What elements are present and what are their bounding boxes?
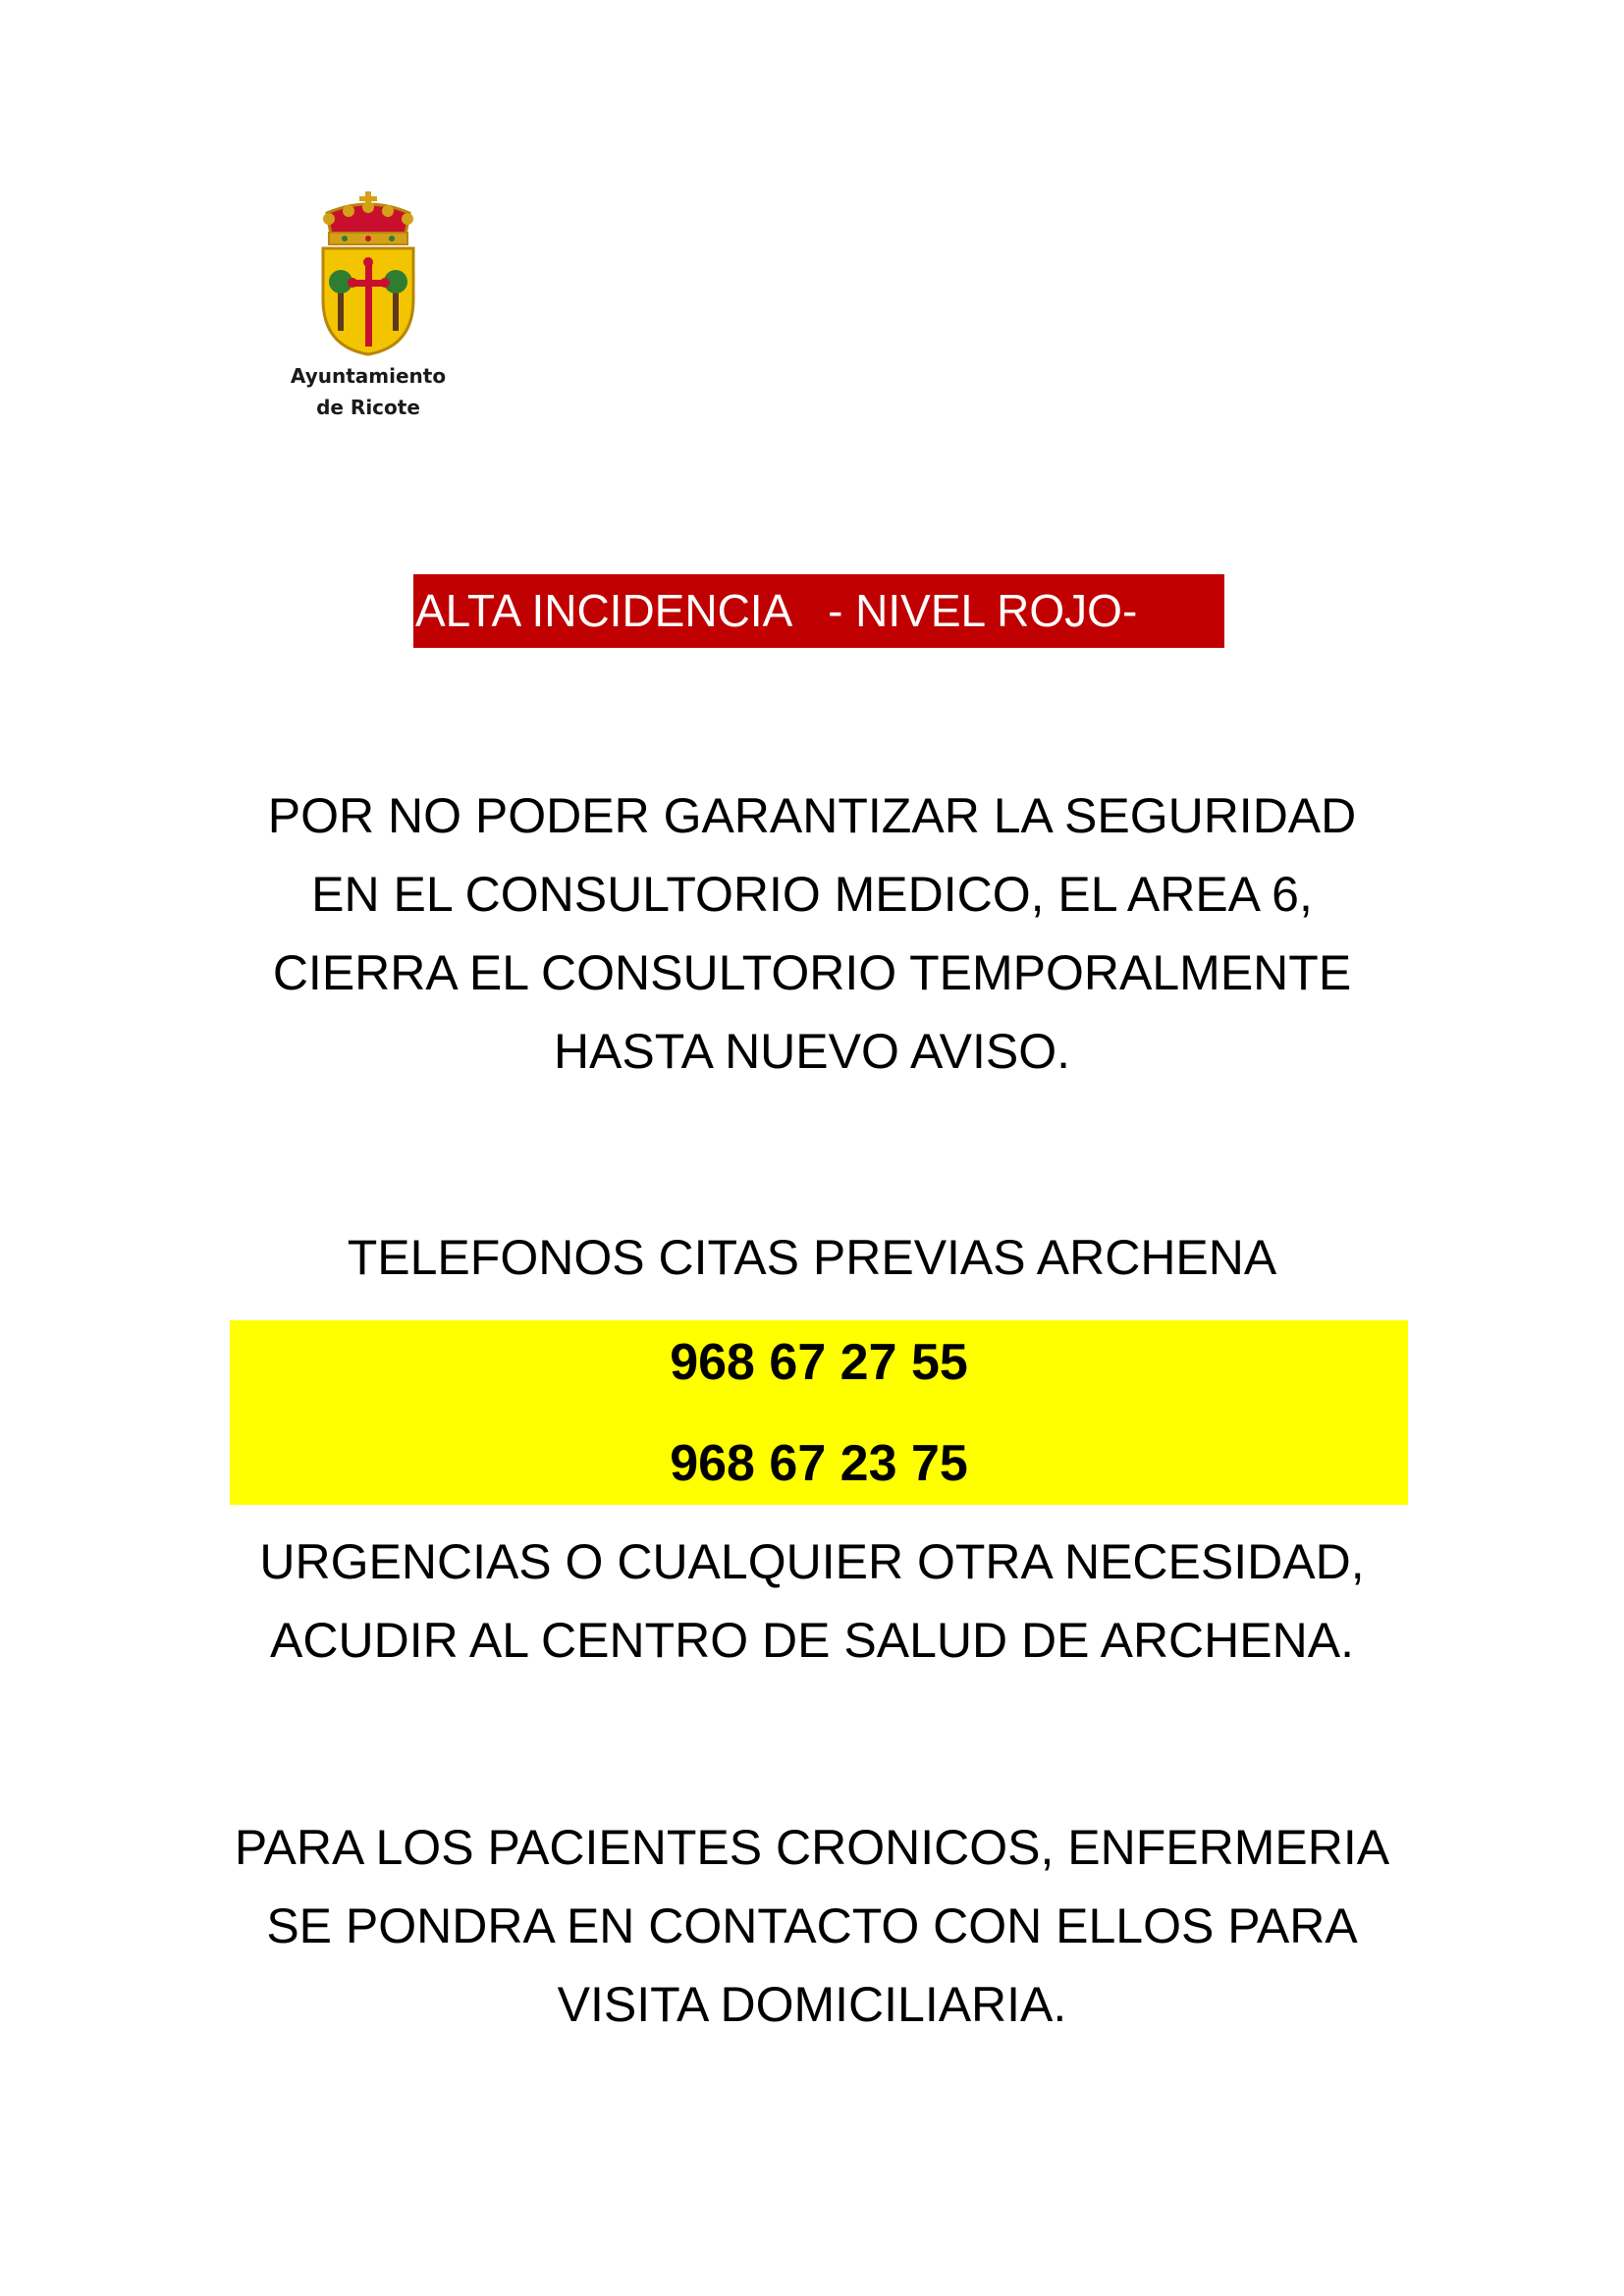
coat-of-arms-icon <box>309 191 427 358</box>
urgent-info <box>0 1522 1624 1680</box>
appointments-heading: TELEFONOS CITAS PREVIAS ARCHENA <box>347 1230 1277 1285</box>
notice-line: POR NO PODER GARANTIZAR LA SEGURIDAD <box>267 788 1357 843</box>
phone-number-1: 968 67 27 55 <box>670 1334 968 1391</box>
organization-name <box>265 360 471 423</box>
notice-line: EN EL CONSULTORIO MEDICO, EL AREA 6, <box>311 867 1313 922</box>
urgent-line: URGENCIAS O CUALQUIER OTRA NECESIDAD, <box>259 1534 1365 1589</box>
chronic-line: VISITA DOMICILIARIA. <box>557 1977 1067 2032</box>
municipal-logo <box>265 191 471 427</box>
organization-name-line2: de Ricote <box>316 396 420 419</box>
urgent-line: ACUDIR AL CENTRO DE SALUD DE ARCHENA. <box>270 1613 1354 1668</box>
phone-number-2: 968 67 23 75 <box>670 1435 968 1492</box>
closure-notice <box>0 776 1624 1091</box>
notice-line: HASTA NUEVO AVISO. <box>553 1024 1071 1079</box>
alert-level-banner: ALTA INCIDENCIA - NIVEL ROJO- <box>413 574 1224 648</box>
chronic-patients-info <box>0 1808 1624 2044</box>
phone-numbers-highlight <box>230 1320 1408 1505</box>
notice-line: CIERRA EL CONSULTORIO TEMPORALMENTE <box>272 945 1352 1000</box>
chronic-line: SE PONDRA EN CONTACTO CON ELLOS PARA <box>266 1898 1358 1953</box>
chronic-line: PARA LOS PACIENTES CRONICOS, ENFERMERIA <box>234 1820 1390 1875</box>
organization-name-line1: Ayuntamiento <box>290 364 447 388</box>
